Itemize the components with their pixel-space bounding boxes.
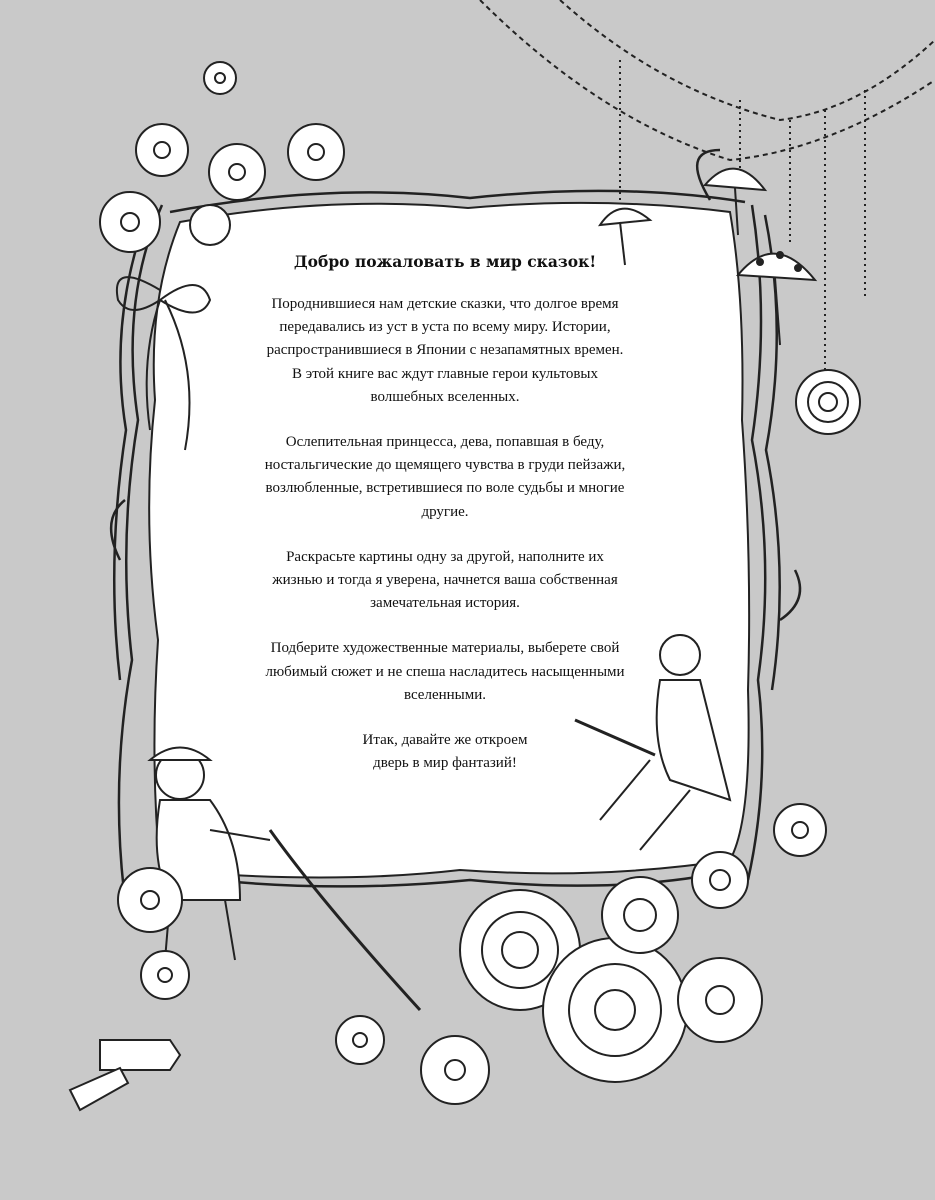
text-line: распространившиеся в Японии с незапамятных времен. [266,342,624,359]
text-line: возлюбленные, встретившиеся по воле судьбы и многие [265,480,625,497]
text-line: вселенными. [403,686,487,703]
characters-paragraph [230,431,660,524]
text-line: Подберите художественные материалы, выберете свой [270,640,620,657]
text-line: жизнью и тогда я уверена, начнется ваша собственная [272,572,618,589]
intro-paragraph [230,293,660,409]
paint-tube-icon [70,1040,180,1110]
page-title: Добро пожаловать в мир сказок! [293,252,597,271]
text-line: передавались из уст в уста по всему миру. Истории, [279,319,611,336]
text-line: Раскрасьте картины одну за другой, наполните их [286,548,604,565]
materials-paragraph [230,637,660,707]
text-line: Ослепительная принцесса, дева, попавшая в беду, [285,434,605,451]
text-line: замечательная история. [370,595,520,612]
closing-paragraph [230,729,660,775]
text-line: волшебных вселенных. [370,388,520,405]
rose-icon [796,370,860,434]
text-panel [230,252,660,797]
rose-icon [421,852,762,1104]
text-line: Породнившиеся нам детские сказки, что долгое время [271,296,619,312]
text-line: Итак, давайте же откроем [362,732,528,749]
coloring-paragraph [230,546,660,616]
text-line: ностальгические до щемящего чувства в груди пейзажи, [264,457,626,474]
text-line: любимый сюжет и не спеша насладитесь насыщенными [265,663,625,680]
text-line: В этой книге вас ждут главные герои культовых [292,365,598,382]
text-line: дверь в мир фантазий! [373,755,517,772]
text-line: другие. [421,503,469,520]
